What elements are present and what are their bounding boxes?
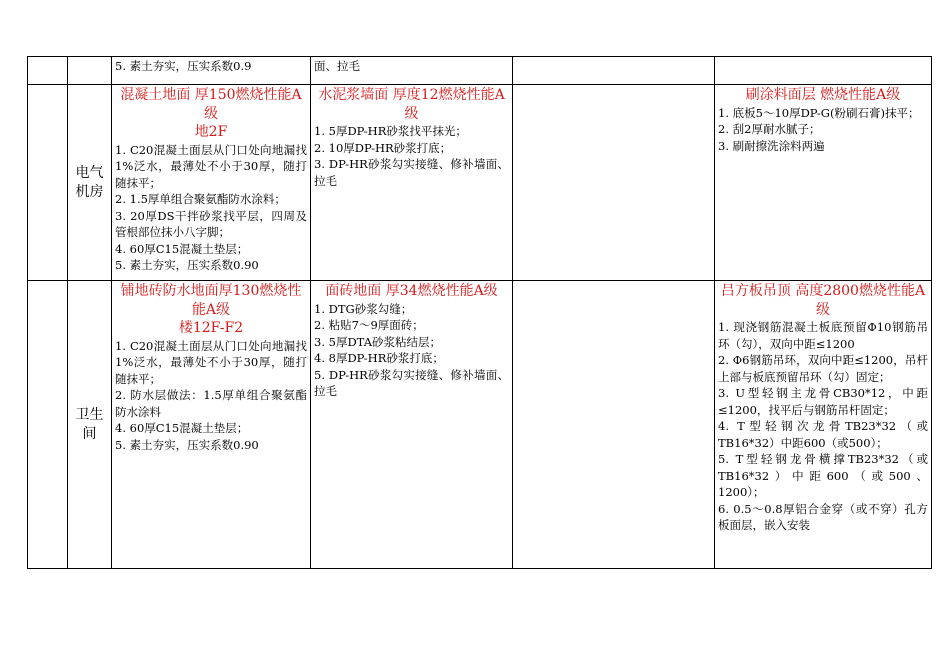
spec-step: 2. 10厚DP-HR砂浆打底； <box>314 140 452 155</box>
spec-heading: 面砖地面 厚34燃烧性能A级 <box>325 283 498 299</box>
spec-step: 4. T型轻钢次龙骨TB23*32（或TB16*32）中距600（或500）； <box>718 419 928 450</box>
spec-cell <box>513 281 715 569</box>
spec-cell <box>715 85 932 281</box>
spec-cell <box>311 85 513 281</box>
spec-step: 5. T型轻钢龙骨横撑TB23*32（或TB16*32）中距600（或500、1200）； <box>718 452 928 499</box>
spec-cell <box>112 281 311 569</box>
blank-cell <box>28 85 68 281</box>
spec-step: 2. 1.5厚单组合聚氨酯防水涂料； <box>115 192 286 206</box>
spec-heading: 吕方板吊顶 高度2800燃烧性能A级 <box>720 283 926 318</box>
spec-cell <box>513 57 715 85</box>
room-name: 电气机房 <box>68 85 112 281</box>
spec-step: 4. 8厚DP-HR砂浆打底； <box>314 351 444 365</box>
spec-step: 4. 60厚C15混凝土垫层； <box>115 241 249 256</box>
spec-heading: 刷涂料面层 燃烧性能A级 <box>745 87 901 103</box>
spec-cell <box>311 281 513 569</box>
spec-step: 3. 刷耐擦洗涂料两遍 <box>718 138 825 153</box>
spec-step: 2. Φ6钢筋吊环，双向中距≤1200，吊杆上部与板底预留吊环（勾）固定； <box>718 353 928 384</box>
room-name: 卫生间 <box>68 281 112 569</box>
spec-heading: 铺地砖防水地面厚130燃烧性能A级 <box>120 283 302 318</box>
spec-step: 1. 5厚DP-HR砂浆找平抹光； <box>314 124 467 138</box>
spec-step: 1. DTG砂浆勾缝； <box>314 301 413 316</box>
blank-cell <box>28 281 68 569</box>
spec-step: 3. 20厚DS干拌砂浆找平层，四周及管根部位抹小八字脚； <box>115 208 307 239</box>
spec-step: 2. 刮2厚耐水腻子； <box>718 122 821 136</box>
spec-heading: 水泥浆墙面 厚度12燃烧性能A级 <box>318 87 505 122</box>
spec-step: 6. 0.5～0.8厚铝合金穿（或不穿）孔方板面层，嵌入安装 <box>718 501 928 532</box>
spec-step: 4. 60厚C15混凝土垫层； <box>115 421 249 435</box>
spec-cell <box>311 57 513 85</box>
spec-cell <box>715 281 932 569</box>
spec-step: 3. U型轻钢主龙骨CB30*12，中距≤1200，找平后与钢筋吊杆固定； <box>718 386 928 417</box>
spec-step: 5. 素土夯实，压实系数0.90 <box>115 437 259 452</box>
spec-cell <box>112 85 311 281</box>
table-row <box>28 57 932 85</box>
spec-step: 1. 现浇钢筋混凝土板底预留Φ10钢筋吊环（勾），双向中距≤1200 <box>718 320 928 351</box>
table-row <box>28 281 932 569</box>
spec-step: 面、拉毛 <box>314 59 360 73</box>
spec-step: 1. 底板5～10厚DP-G(粉刷石膏)抹平； <box>718 105 920 120</box>
spec-heading: 楼12F-F2 <box>178 320 244 336</box>
spec-step: 5. 素土夯实，压实系数0.90 <box>115 258 259 272</box>
spec-step: 5. DP-HR砂浆勾实接缝、修补墙面、拉毛 <box>314 367 509 398</box>
spec-heading: 混凝土地面 厚150燃烧性能A级 <box>120 87 302 122</box>
spec-cell <box>715 57 932 85</box>
table-row <box>28 85 932 281</box>
finish-spec-table <box>27 56 932 569</box>
spec-cell <box>112 57 311 85</box>
spec-step: 2. 防水层做法：1.5厚单组合聚氨酯防水涂料 <box>115 388 307 419</box>
spec-heading: 地2F <box>194 124 228 140</box>
blank-cell <box>28 57 68 85</box>
spec-step: 3. DP-HR砂浆勾实接缝、修补墙面、拉毛 <box>314 157 509 188</box>
spec-step: 5. 素土夯实，压实系数0.9 <box>115 59 252 73</box>
spec-step: 3. 5厚DTA砂浆粘结层； <box>314 334 442 349</box>
spec-cell <box>513 85 715 281</box>
spec-step: 2. 粘贴7～9厚面砖； <box>314 318 424 332</box>
spec-step: 1. C20混凝土面层从门口处向地漏找1%泛水，最薄处不小于30厚，随打随抹平； <box>115 338 307 386</box>
spec-step: 1. C20混凝土面层从门口处向地漏找1%泛水，最薄处不小于30厚，随打随抹平； <box>115 142 307 190</box>
room-name <box>68 57 112 85</box>
